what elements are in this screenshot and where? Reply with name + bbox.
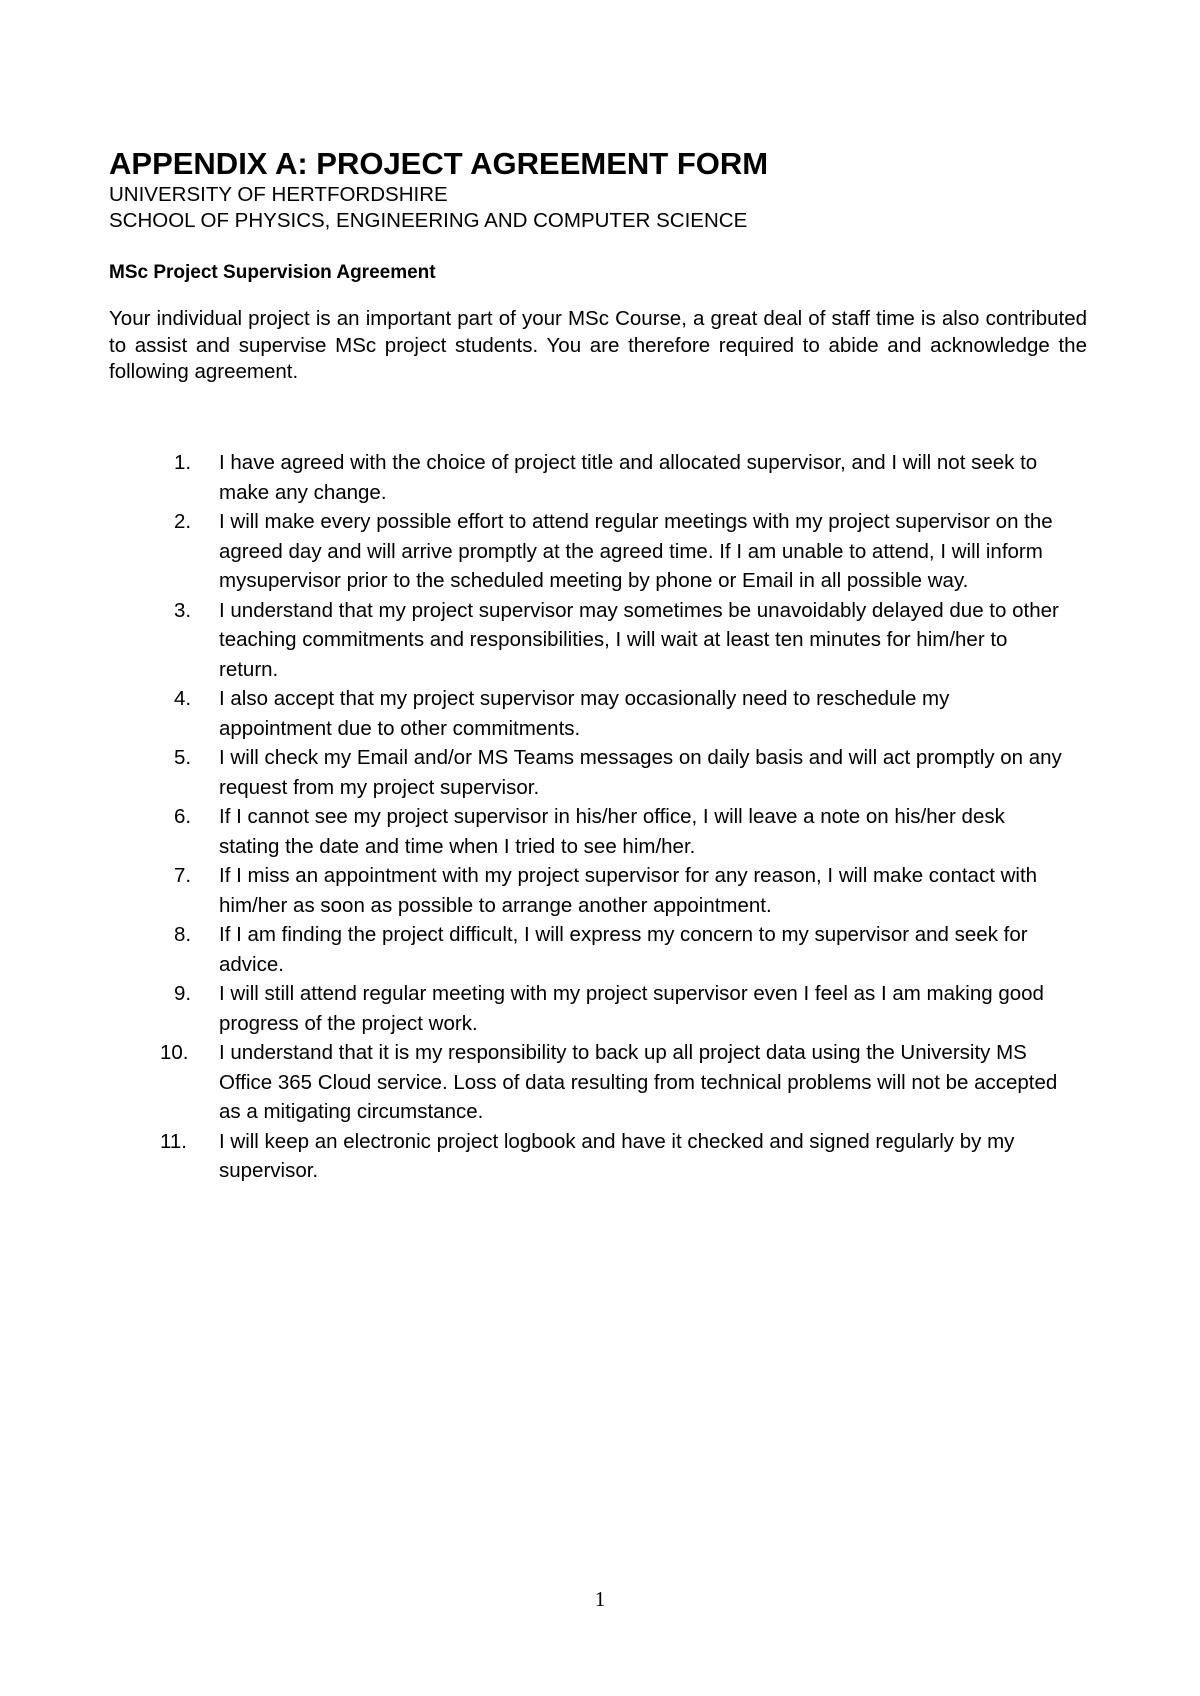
item-text: I will make every possible effort to attend regular meetings with my project supervisor on the agreed day and will arrive promptly at the agreed time. If I am unable to attend, I will inform mysupervisor prior to the scheduled meeting by phone or Email in all possible way.	[219, 510, 1053, 592]
item-text: I have agreed with the choice of project title and allocated supervisor, and I will not seek to make any change.	[219, 451, 1038, 504]
item-number: 5.	[174, 746, 192, 769]
agreement-list	[160, 448, 1065, 1186]
item-text: If I am finding the project difficult, I will express my concern to my supervisor and seek for advice.	[219, 923, 1028, 976]
item-text: I understand that my project supervisor may sometimes be unavoidably delayed due to other teaching commitments and responsibilities, I will wait at least ten minutes for him/her to return.	[219, 598, 1059, 681]
item-number: 1.	[174, 451, 192, 474]
item-text: I also accept that my project supervisor may occasionally need to reschedule my appointment due to other commitments.	[219, 687, 950, 740]
item-number: 3.	[174, 598, 192, 622]
agreement-item-11	[160, 1127, 1065, 1186]
agreement-item-6	[160, 802, 1065, 861]
item-number: 8.	[174, 923, 192, 946]
item-text: I will check my Email and/or MS Teams messages on daily basis and will act promptly on any request from my project supervisor.	[219, 746, 1062, 799]
item-number: 10.	[160, 1041, 189, 1064]
page-number: 1	[594, 1587, 606, 1611]
agreement-item-4	[160, 684, 1065, 743]
agreement-item-2	[160, 507, 1065, 596]
item-number: 2.	[174, 510, 192, 533]
agreement-item-1	[160, 448, 1065, 507]
item-number: 11.	[160, 1129, 187, 1153]
agreement-item-8	[160, 920, 1065, 979]
document-title: APPENDIX A: PROJECT AGREEMENT FORM	[109, 146, 769, 181]
item-text: If I cannot see my project supervisor in his/her office, I will leave a note on his/her desk stating the date and time when I tried to see him/her.	[219, 805, 1005, 858]
item-text: I will still attend regular meeting with my project supervisor even I feel as I am making good progress of the project work.	[219, 982, 1044, 1035]
item-number: 7.	[174, 864, 192, 887]
agreement-item-10	[160, 1038, 1065, 1127]
item-number: 6.	[174, 805, 192, 828]
item-text: I understand that it is my responsibility to back up all project data using the University MS Office 365 Cloud service. Loss of data resulting from technical problems will not be accepted as a mitigating circumstance.	[219, 1041, 1058, 1123]
item-number: 9.	[174, 982, 192, 1005]
agreement-item-3	[160, 596, 1065, 685]
university-name: UNIVERSITY OF HERTFORDSHIRE	[109, 183, 448, 206]
item-text: If I miss an appointment with my project supervisor for any reason, I will make contact with him/her as soon as possible to arrange another appointment.	[219, 864, 1038, 917]
item-number: 4.	[174, 687, 192, 710]
section-heading: MSc Project Supervision Agreement	[109, 262, 436, 283]
agreement-item-9	[160, 979, 1065, 1038]
agreement-item-7	[160, 861, 1065, 920]
school-name: SCHOOL OF PHYSICS, ENGINEERING AND COMPUTER SCIENCE	[109, 209, 748, 232]
agreement-item-5	[160, 743, 1065, 802]
item-text: I will keep an electronic project logbook and have it checked and signed regularly by my supervisor.	[219, 1129, 1015, 1182]
intro-paragraph: Your individual project is an important part of your MSc Course, a great deal of staff time is also contributed to assist and supervise MSc project students. You are therefore required to abide and acknowledge the following agreement.	[109, 307, 1087, 383]
